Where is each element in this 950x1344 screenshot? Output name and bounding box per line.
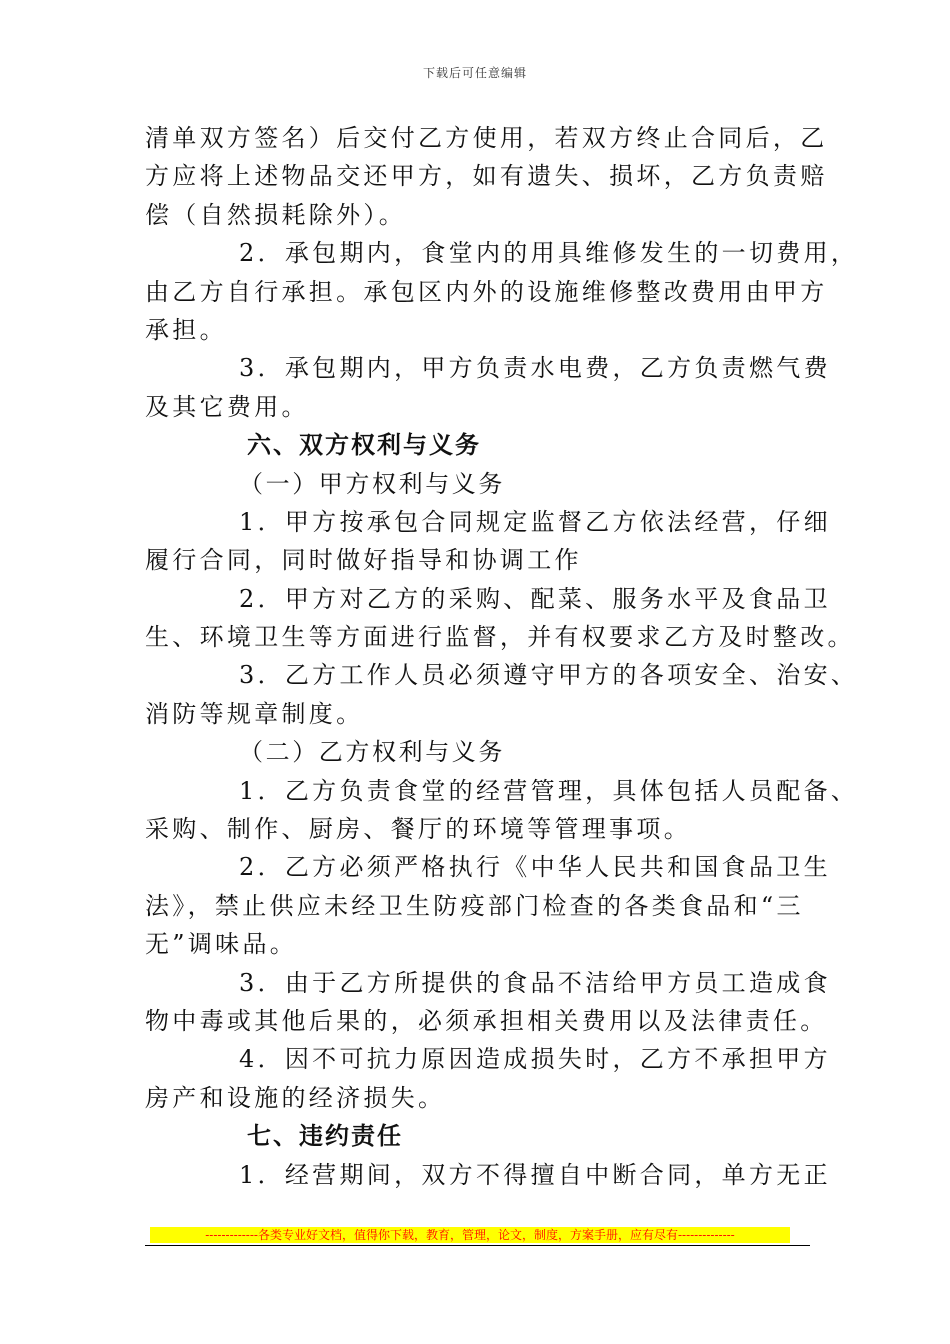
subsection-heading: （一）甲方权利与义务	[239, 469, 505, 498]
text-line: 无”调味品。	[145, 930, 298, 959]
text-line: 4．因不可抗力原因造成损失时，乙方不承担甲方	[239, 1045, 831, 1074]
text-line: 2．承包期内，食堂内的用具维修发生的一切费用，	[239, 239, 859, 268]
document-body	[145, 119, 859, 1194]
section-heading: 七、违约责任	[247, 1122, 403, 1151]
text-line: 消防等规章制度。	[145, 699, 364, 728]
text-line: 及其它费用。	[145, 392, 309, 421]
text-line: 生、环境卫生等方面进行监督，并有权要求乙方及时整改。	[145, 623, 855, 652]
text-line: 1．乙方负责食堂的经营管理，具体包括人员配备、	[239, 776, 859, 805]
text-line: 1．甲方按承包合同规定监督乙方依法经营，仔细	[239, 507, 831, 536]
text-line: 3．由于乙方所提供的食品不洁给甲方员工造成食	[239, 968, 831, 997]
footer-banner: -------------各类专业好文档，值得你下载，教育，管理，论文，制度，方案手册，应有尽有--------------	[150, 1227, 790, 1243]
text-line: 承担。	[145, 315, 227, 344]
text-line: 2．甲方对乙方的采购、配菜、服务水平及食品卫	[239, 584, 831, 613]
page-header-note: 下载后可任意编辑	[422, 66, 527, 80]
text-line: 清单双方签名）后交付乙方使用，若双方终止合同后，乙	[145, 124, 828, 152]
text-line: 2．乙方必须严格执行《中华人民共和国食品卫生	[239, 853, 831, 882]
section-heading: 六、双方权利与义务	[247, 431, 481, 460]
text-line: 采购、制作、厨房、餐厅的环境等管理事项。	[145, 815, 691, 844]
text-line: 1．经营期间，双方不得擅自中断合同，单方无正	[239, 1160, 831, 1189]
text-line: 3．乙方工作人员必须遵守甲方的各项安全、治安、	[239, 661, 859, 690]
subsection-heading: （二）乙方权利与义务	[239, 738, 505, 767]
text-line: 法》，禁止供应未经卫生防疫部门检查的各类食品和“三	[145, 891, 804, 920]
text-line: 偿（自然损耗除外）。	[145, 200, 406, 229]
text-line: 房产和设施的经济损失。	[145, 1083, 446, 1112]
text-line: 由乙方自行承担。承包区内外的设施维修整改费用由甲方	[145, 277, 828, 306]
text-line: 方应将上述物品交还甲方，如有遗失、损坏，乙方负责赔	[145, 162, 828, 191]
text-line: 物中毒或其他后果的，必须承担相关费用以及法律责任。	[145, 1006, 828, 1035]
text-line: 履行合同，同时做好指导和协调工作	[145, 546, 582, 575]
text-line: 3．承包期内，甲方负责水电费，乙方负责燃气费	[239, 354, 831, 383]
footer-divider	[145, 1245, 810, 1246]
